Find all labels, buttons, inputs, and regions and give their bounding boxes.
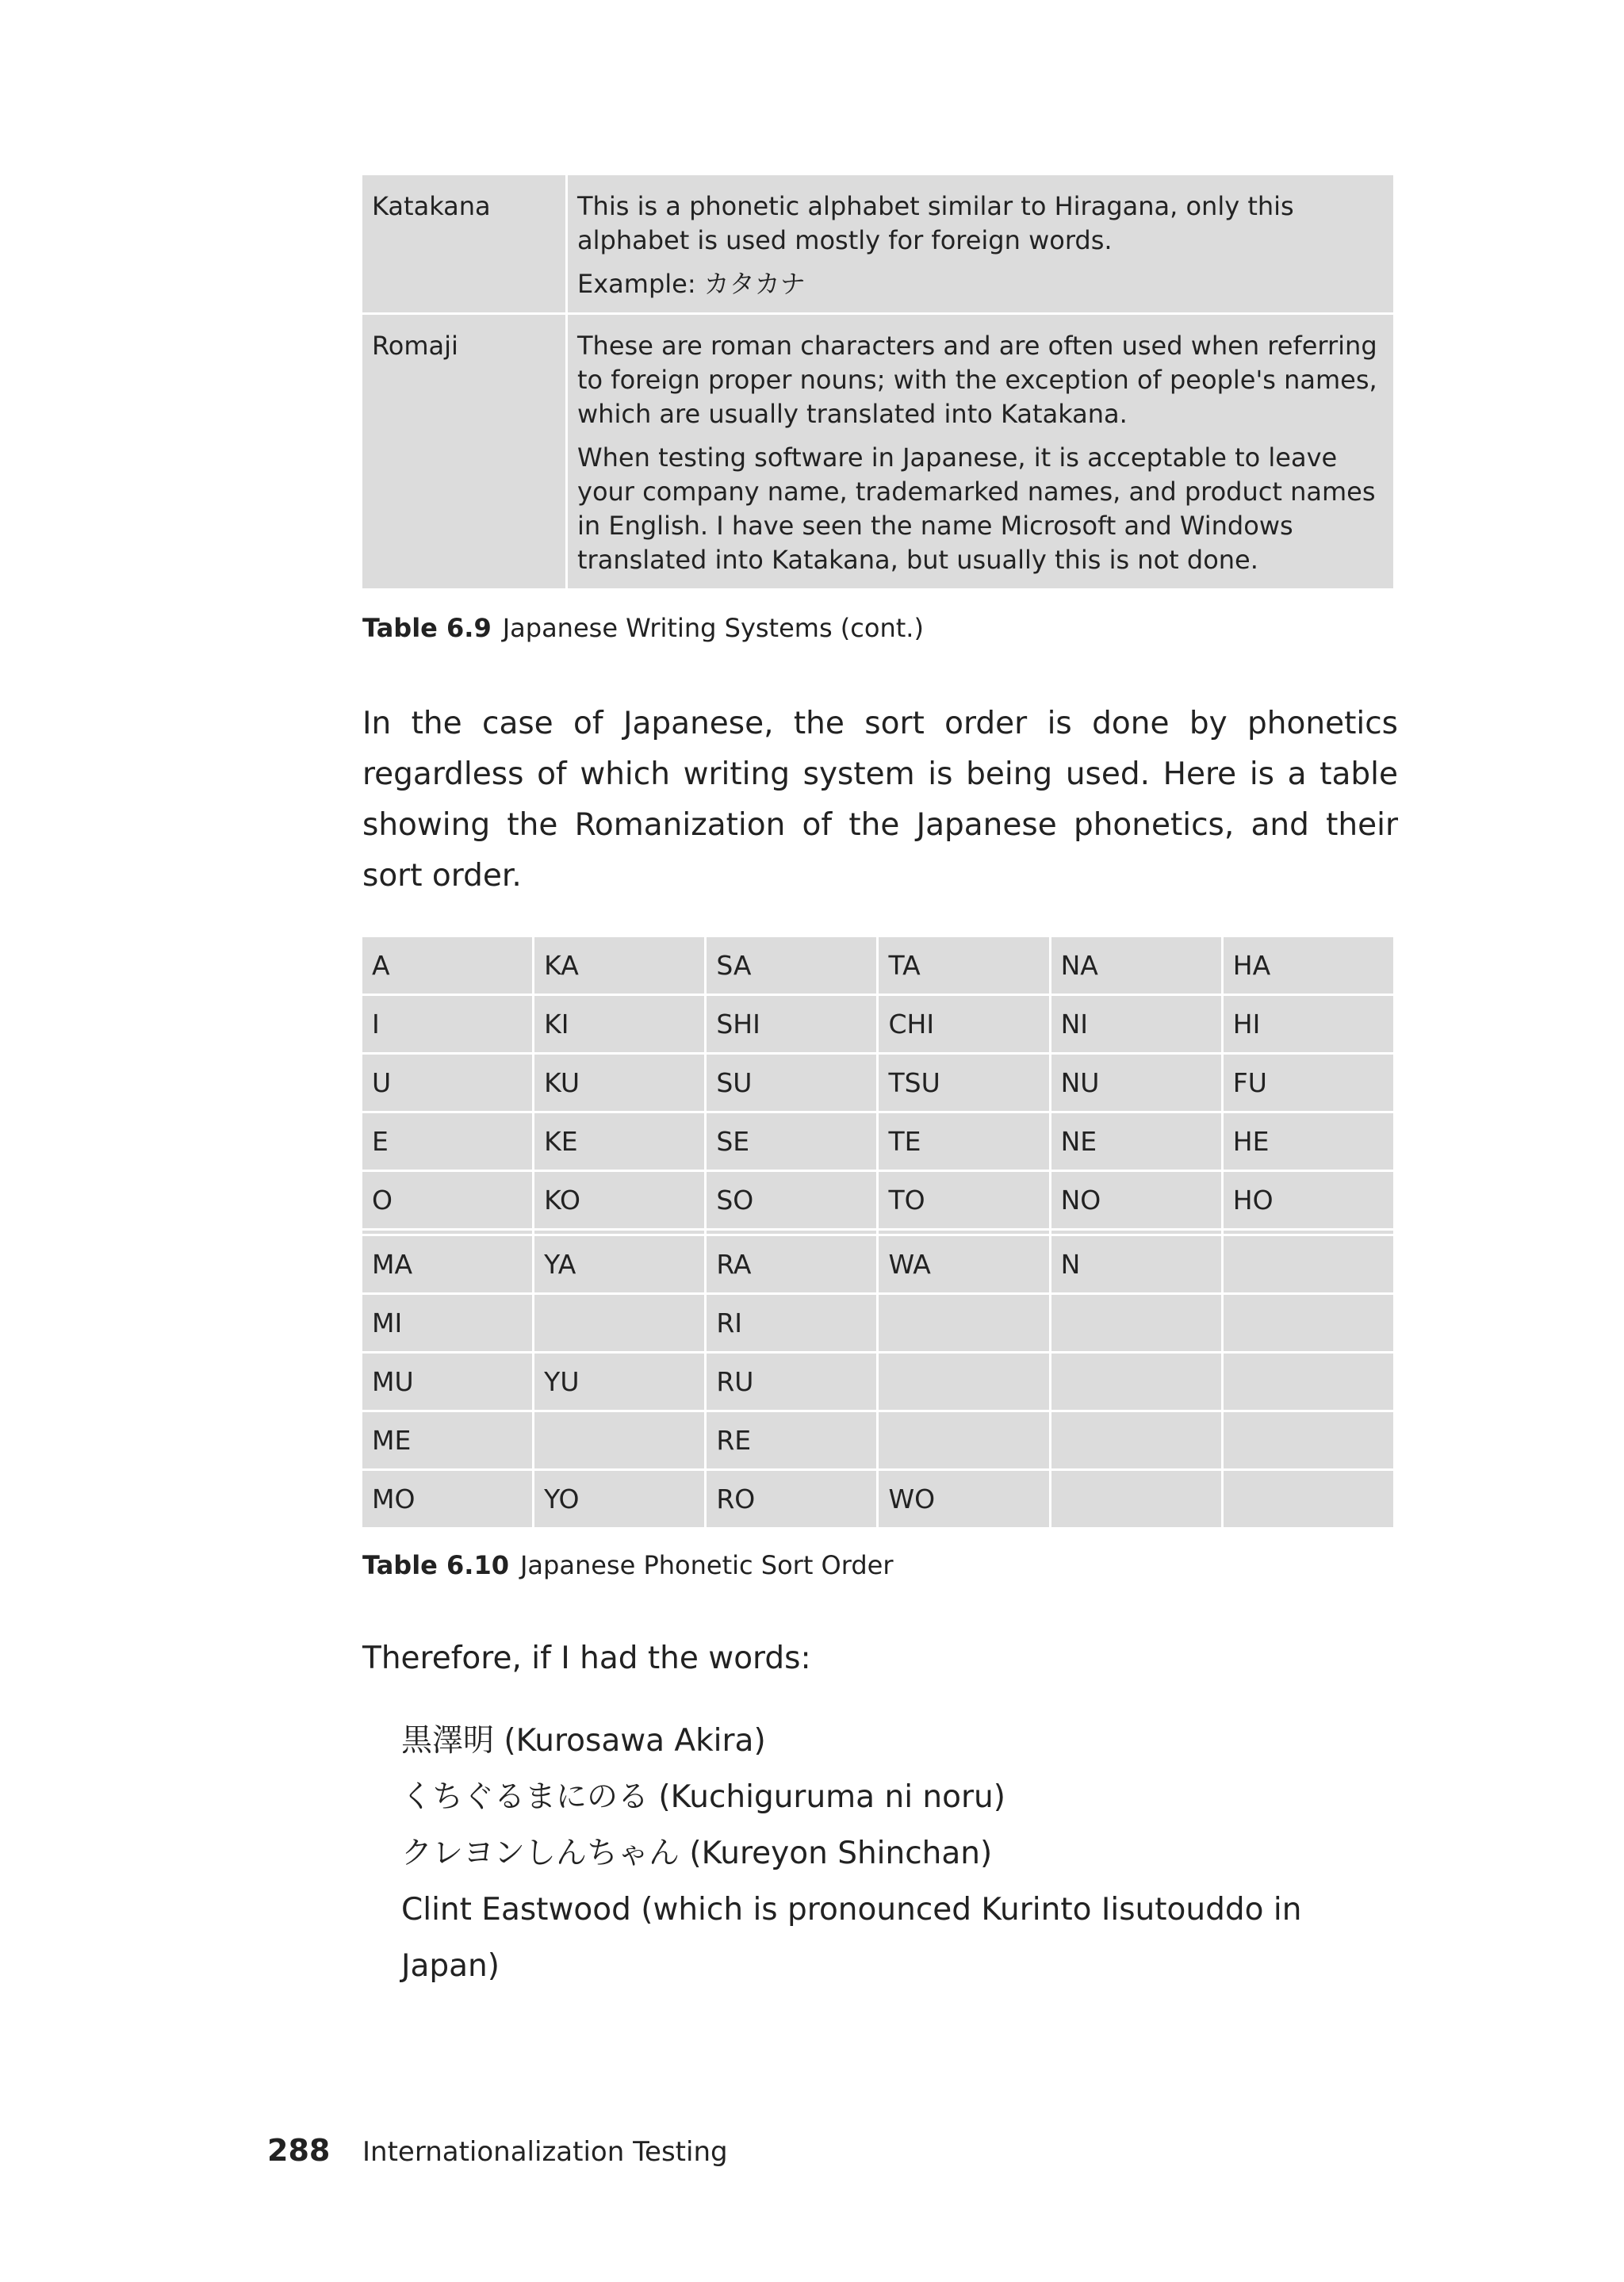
description-paragraph: Example: カタカナ <box>577 269 806 299</box>
divider-cell <box>879 1231 1048 1234</box>
divider-cell <box>707 1231 876 1234</box>
table-row <box>362 1236 1393 1292</box>
table-cell: RU <box>707 1354 876 1410</box>
table-cell: SO <box>707 1172 876 1228</box>
table-cell: RE <box>707 1412 876 1468</box>
table-cell: SHI <box>707 996 876 1052</box>
table-cell: NO <box>1051 1172 1221 1228</box>
caption-number: Table 6.10 <box>362 1550 509 1580</box>
list-item: 黒澤明 (Kurosawa Akira) <box>401 1723 766 1759</box>
footer-section-title: Internationalization Testing <box>362 2136 728 2168</box>
table-cell <box>879 1354 1048 1410</box>
table-cell <box>1224 1471 1393 1527</box>
table-cell: MO <box>362 1471 532 1527</box>
table-cell <box>879 1295 1048 1351</box>
table-cell: NA <box>1051 937 1221 994</box>
table-cell: KO <box>534 1172 704 1228</box>
table-cell: MI <box>362 1295 532 1351</box>
table-cell <box>1224 1295 1393 1351</box>
table-cell-term: Katakana <box>362 175 565 312</box>
table-row <box>362 1354 1393 1410</box>
body-paragraph: In the case of Japanese, the sort order is done by phonetics regardless of which writing system is being used. Here is a table showing the Romanization of the Japanese phonetics, and their sort order. <box>362 706 1398 894</box>
table-cell <box>534 1295 704 1351</box>
table-cell: I <box>362 996 532 1052</box>
table-cell: U <box>362 1055 532 1111</box>
table-cell <box>1051 1412 1221 1468</box>
divider-cell <box>362 1231 532 1234</box>
page-content <box>362 173 1398 1994</box>
table-cell: KI <box>534 996 704 1052</box>
table-cell: TE <box>879 1113 1048 1170</box>
table-cell: TSU <box>879 1055 1048 1111</box>
table-cell: HE <box>1224 1113 1393 1170</box>
table-cell: TA <box>879 937 1048 994</box>
table-cell: KU <box>534 1055 704 1111</box>
description-paragraph: When testing software in Japanese, it is acceptable to leave your company name, trademarked names, and product names in English. I have seen the name Microsoft and Windows translated into Katakana, but usually this is not done. <box>577 442 1376 575</box>
caption-text: Japanese Writing Systems (cont.) <box>502 613 924 643</box>
writing-systems-table <box>360 173 1396 591</box>
table-cell: CHI <box>879 996 1048 1052</box>
table-cell: SU <box>707 1055 876 1111</box>
table-cell: HA <box>1224 937 1393 994</box>
table-cell <box>534 1412 704 1468</box>
table-cell: NE <box>1051 1113 1221 1170</box>
table-cell-description <box>568 315 1393 588</box>
table-cell <box>1051 1471 1221 1527</box>
table-cell: YU <box>534 1354 704 1410</box>
table-cell: HI <box>1224 996 1393 1052</box>
table-row <box>362 937 1393 994</box>
divider-cell <box>1224 1231 1393 1234</box>
page-number: 288 <box>267 2133 331 2168</box>
caption-text: Japanese Phonetic Sort Order <box>519 1550 894 1580</box>
table-cell <box>879 1412 1048 1468</box>
table-cell: MA <box>362 1236 532 1292</box>
table-cell-description <box>568 175 1393 312</box>
table-cell: KE <box>534 1113 704 1170</box>
table-cell-term: Romaji <box>362 315 565 588</box>
table-caption <box>362 613 1398 653</box>
table-cell: TO <box>879 1172 1048 1228</box>
table-cell: FU <box>1224 1055 1393 1111</box>
table-cell: N <box>1051 1236 1221 1292</box>
caption-number: Table 6.9 <box>362 613 492 643</box>
table-cell: MU <box>362 1354 532 1410</box>
table-cell <box>1051 1354 1221 1410</box>
table-row <box>362 175 1393 312</box>
table-row <box>362 996 1393 1052</box>
table-cell: WA <box>879 1236 1048 1292</box>
lead-text: Therefore, if I had the words: <box>362 1641 811 1676</box>
table-row <box>362 1113 1393 1170</box>
list-item: クレヨンしんちゃん (Kureyon Shinchan) <box>401 1836 993 1871</box>
list-item: Clint Eastwood (which is pronounced Kurinto Iisutouddo in Japan) <box>401 1892 1302 1984</box>
table-cell: A <box>362 937 532 994</box>
table-cell: WO <box>879 1471 1048 1527</box>
page-footer <box>267 2133 981 2173</box>
table-cell: KA <box>534 937 704 994</box>
table-cell <box>1224 1236 1393 1292</box>
table-row <box>362 1412 1393 1468</box>
table-cell: NI <box>1051 996 1221 1052</box>
table-cell: RO <box>707 1471 876 1527</box>
divider-cell <box>534 1231 704 1234</box>
phonetic-table-wrapper <box>362 935 1398 1530</box>
table-row <box>362 1471 1393 1527</box>
table-cell: YO <box>534 1471 704 1527</box>
table-cell: SA <box>707 937 876 994</box>
table-row <box>362 1172 1393 1228</box>
description-paragraph: This is a phonetic alphabet similar to Hiragana, only this alphabet is used mostly for foreign words. <box>577 191 1294 255</box>
list-item: くちぐるまにのる (Kuchiguruma ni noru) <box>401 1779 1005 1815</box>
divider-cell <box>1051 1231 1221 1234</box>
table-cell <box>1224 1354 1393 1410</box>
table-cell: YA <box>534 1236 704 1292</box>
table-row <box>362 1055 1393 1111</box>
table-cell: O <box>362 1172 532 1228</box>
table-cell: HO <box>1224 1172 1393 1228</box>
table-cell <box>1051 1295 1221 1351</box>
table-row <box>362 315 1393 588</box>
table-divider <box>362 1231 1393 1234</box>
table-cell: SE <box>707 1113 876 1170</box>
table-cell: RA <box>707 1236 876 1292</box>
table-cell: NU <box>1051 1055 1221 1111</box>
table-cell: E <box>362 1113 532 1170</box>
table-cell <box>1224 1412 1393 1468</box>
description-paragraph: These are roman characters and are often used when referring to foreign proper nouns; with the exception of people's names, which are usually translated into Katakana. <box>577 331 1377 429</box>
table-caption <box>362 1550 1398 1590</box>
table-cell: ME <box>362 1412 532 1468</box>
table-row <box>362 1295 1393 1351</box>
phonetic-sort-table <box>360 935 1396 1530</box>
word-list <box>362 1713 1398 1994</box>
table-cell: RI <box>707 1295 876 1351</box>
